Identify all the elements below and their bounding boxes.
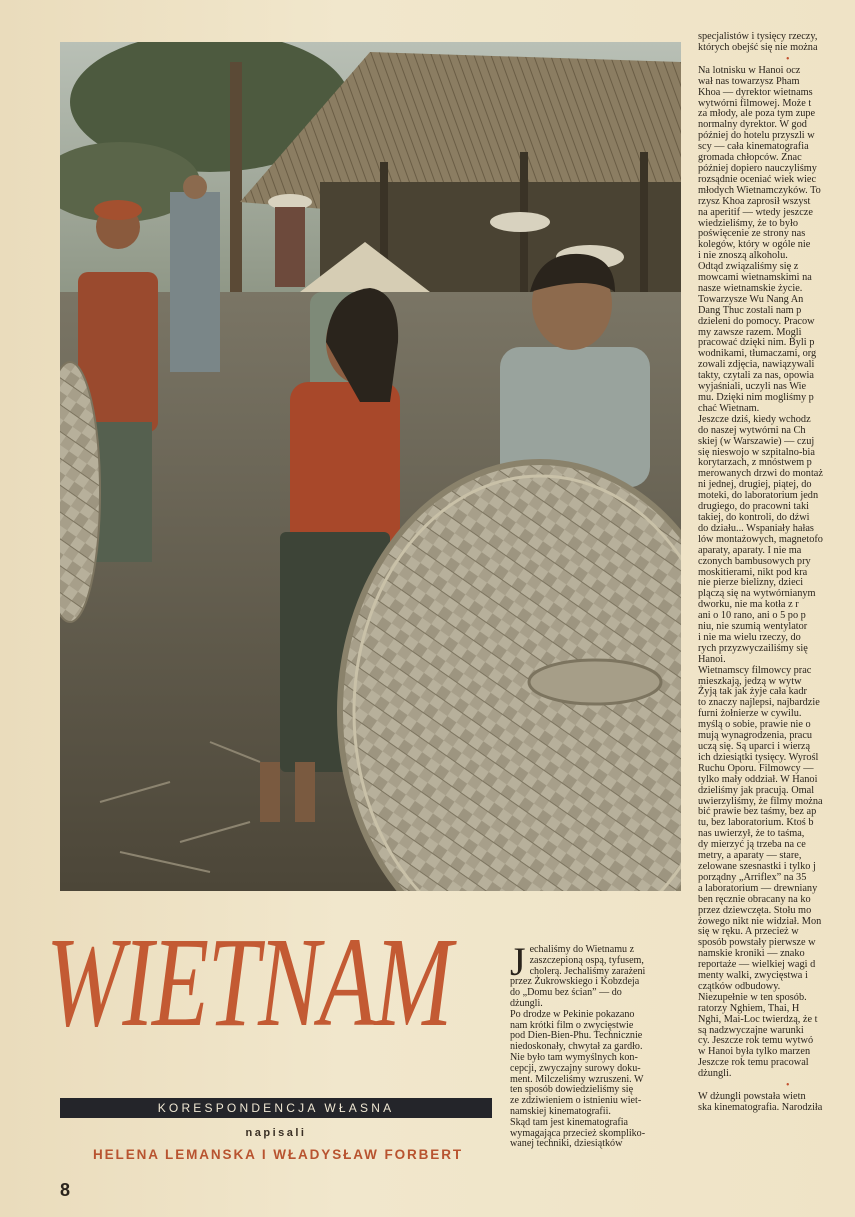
photo-market-baskets: [60, 42, 681, 891]
byline-prefix: napisali: [245, 1127, 307, 1139]
authors-byline: HELENA LEMANSKA I WŁADYSŁAW FORBERT: [93, 1147, 463, 1162]
article-intro-text: echaliśmy do Wietnamu z zaszczepioną ospą, tyfusem, cholerą. Jechaliśmy zarażeni przez Żukrowskiego i Kobzdeja do „Domu bez ścian” — do dżungli. Po drodze w Pekinie pokazano nam krótki film o zwycięstwie pod Dien-Bien-Phu. Technicznie niedoskonały, chwytał za gardło. Nie było tam wymyślnych kon- cepcji, zwyczajny surowy doku- ment. Milczeliśmy wzruszeni. W ten sposób dowiedzieliśmy się ze zdziwieniem o istnieniu wiet- namskiej kinematografii. Skąd tam jest kinematografia wymagająca przecież skompliko- wanej techniki, dziesiątków: [510, 945, 646, 1150]
page-number: 8: [60, 1180, 71, 1200]
photo-illustration: [60, 42, 681, 891]
right-text-para-1: specjalistów i tysięcy rzeczy, których obejść się nie można: [698, 32, 818, 53]
article-intro-column: [510, 945, 686, 1165]
section-dot: •: [786, 53, 790, 65]
right-text-para-3: W dżungli powstała wietn ska kinematografia. Narodziła: [698, 1091, 823, 1113]
subtitle-bar: KORESPONDENCJA WŁASNA: [60, 1098, 492, 1118]
right-article-column: [698, 32, 855, 1212]
drop-cap: J: [510, 945, 526, 984]
right-text-para-2: Na lotnisku w Hanoi ocz wał nas towarzysz Pham Khoa — dyrektor wietnams wytwórni filmowej. Może t za młody, ale poza tym zupe normalny dyrektor. W god później do hotelu przyszli w scy — cała kinematografia gromada chłopców. Znac później dopiero nauczyliśmy rozsądnie oceniać wiek wiec młodych Wietnamczyków. To rzysz Khoa zaprosił wszyst na aperitif — wtedy jeszcze wiedzieliśmy, że to było poświęcenie ze strony nas kolegów, który w ogóle nie i nie znoszą alkoholu. Odtąd związaliśmy się z mowcami wietnamskimi na nasze wietnamskie życie. Towarzysze Wu Nang An Dang Thuc zostali nam p dzieleni do pomocy. Pracow my zawsze razem. Mogli pracować dzięki nim. Byli p wodnikami, tłumaczami, org zowali zdjęcia, nawiązywali takty, czytali za nas, opowia wyjaśniali, uczyli nas Wie mu. Dzięki nim mogliśmy p chać Wietnam. Jeszcze dziś, kiedy wchodz do naszej wytwórni na Ch skiej (w Warszawie) — czuj się nieswojo w szpitalno-bia korytarzach, z mnóstwem p merowanych drzwi do montaż ni jednej, drugiej, piątej, do moteki, do laboratorium jedn drugiego, do pracowni taki takiej, do kontroli, do dźwi do działu... Wspaniały hałas lów montażowych, magnetofo aparaty, aparaty. I nie ma czonych bambusowych pry moskitierami, nikt pod kra nie pierze bielizny, dzieci plączą się na wytwórnianym dworku, nie ma kotła z r ani o 10 rano, ani o 5 po p niu, nie szumią wentylator i nie ma wielu rzeczy, do rych przyzwyczailiśmy się Hanoi. Wietnamscy filmowcy prac mieszkają, jedzą w wytw Żyją tak jak żyje cała kadr to znaczy najlepsi, najbardzie furni żołnierze w cywilu. myślą o sobie, prawie nie o mują wynagrodzenia, pracu uczą się. Są uparci i wierzą ich dziesiątki tysięcy. Wyrośl Ruchu Oporu. Filmowcy — tylko mały oddział. W Hanoi dzieliśmy jak pracują. Omal uwierzyliśmy, że filmy można bić prawie bez taśmy, bez ap tu, bez laboratorium. Ktoś b nas uwierzył, że to taśma, dy mierzyć ją trzeba na ce metry, a aparaty — stare, zelowane szesnastki i tylko j porządny „Arriflex” na 35 a laboratorium — drewniany ben ręcznie obracany na ko przez dziewczęta. Stołu mo żowego nikt nie widział. Mon się w ręku. A przecież w sposób powstały pierwsze w namskie kroniki — znako reportaże — wielkiej wagi d menty walki, zwycięstwa i czątków odbudowy. Niezupełnie w ten sposób. ratorzy Nghiem, Thai, H Nghi, Mai-Loc twierdzą, że t są nadzwyczajne warunki cy. Jeszcze rok temu wytwó w Hanoi była tylko marzen Jeszcze rok temu pracowal dżungli.: [698, 64, 823, 1080]
page-title: WIETNAM: [46, 911, 452, 1053]
section-dot-2: •: [786, 1080, 790, 1092]
